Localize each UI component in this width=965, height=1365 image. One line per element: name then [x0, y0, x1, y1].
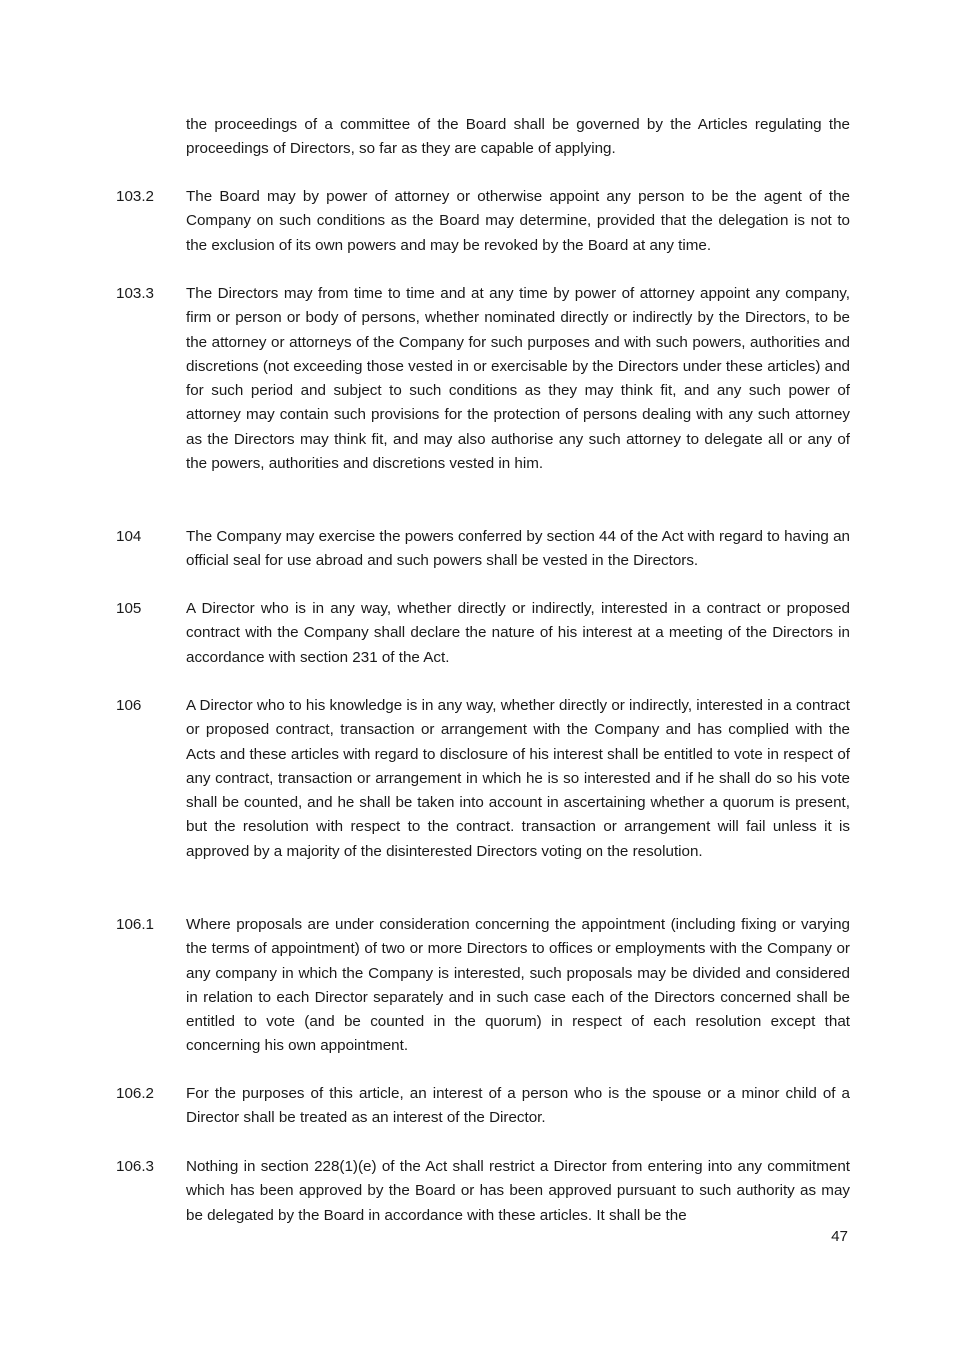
- clause-106-1: [116, 913, 850, 1059]
- clause-number: 106.2: [116, 1085, 155, 1102]
- clause-text: Nothing in section 228(1)(e) of the Act shall restrict a Director from entering into any commitment which has been approved by the Board or has been approved pursuant to such authority as may be delegated by the Board in accordance with these articles. It shall be the: [186, 1158, 850, 1224]
- clause-number: 106: [116, 697, 142, 714]
- clause-105: [116, 597, 850, 670]
- clause-106: [116, 694, 850, 864]
- clause-text: Where proposals are under consideration concerning the appointment (including fixing or varying the terms of appointment) of two or more Directors to offices or employments with the Company or any company in which the Company is interested, such proposals may be divided and considered in relation to each Director separately and in such case each of the Directors concerned shall be entitled to vote (and be counted in the quorum) in respect of each resolution except that concerning his own appointment.: [186, 916, 850, 1055]
- clause-text: the proceedings of a committee of the Board shall be governed by the Articles regulating the proceedings of Directors, so far as they are capable of applying.: [186, 116, 850, 158]
- clause-text: A Director who to his knowledge is in any way, whether directly or indirectly, interested in a contract or proposed contract, transaction or arrangement with the Company and has complied with the Acts and these articles with regard to disclosure of his interest shall be entitled to vote in respect of any contract, transaction or arrangement in which he is so interested and if he shall do so his vote shall be counted, and he shall be taken into account in ascertaining whether a quorum is present, but the resolution with respect to the contract. transaction or arrangement will fail unless it is approved by a majority of the disinterested Directors voting on the resolution.: [186, 697, 850, 860]
- clause-103-3: [116, 282, 850, 476]
- clause-106-3: [116, 1155, 850, 1228]
- clause-number: 105: [116, 600, 142, 617]
- clause-number: 106.1: [116, 916, 155, 933]
- clause-text: A Director who is in any way, whether directly or indirectly, interested in a contract or proposed contract with the Company shall declare the nature of his interest at a meeting of the Directors in accordance with section 231 of the Act.: [186, 600, 850, 666]
- clause-text: The Board may by power of attorney or otherwise appoint any person to be the agent of the Company on such conditions as the Board may determine, provided that the delegation is not to the exclusion of its own powers and may be revoked by the Board at any time.: [186, 188, 850, 254]
- clause-continuation: [116, 113, 850, 162]
- clause-number: 103.3: [116, 285, 155, 302]
- clause-106-2: [116, 1082, 850, 1131]
- clause-text: The Directors may from time to time and at any time by power of attorney appoint any company, firm or person or body of persons, whether nominated directly or indirectly by the Directors, to be the attorney or attorneys of the Company for such purposes and with such powers, authorities and discretions (not exceeding those vested in or exercisable by the Directors under these articles) and for such period and subject to such conditions as they may think fit, and any such power of attorney may contain such provisions for the protection of persons dealing with any such attorney as the Directors may think fit, and may also authorise any such attorney to delegate all or any of the powers, authorities and discretions vested in him.: [186, 285, 850, 473]
- clause-103-2: [116, 185, 850, 258]
- clause-104: [116, 525, 850, 574]
- clause-number: 103.2: [116, 188, 155, 205]
- page-number: 47: [831, 1228, 848, 1245]
- clause-number: 106.3: [116, 1158, 155, 1175]
- clause-text: The Company may exercise the powers conferred by section 44 of the Act with regard to having an official seal for use abroad and such powers shall be vested in the Directors.: [186, 528, 850, 570]
- clause-text: For the purposes of this article, an interest of a person who is the spouse or a minor child of a Director shall be treated as an interest of the Director.: [186, 1085, 850, 1127]
- clause-number: 104: [116, 528, 142, 545]
